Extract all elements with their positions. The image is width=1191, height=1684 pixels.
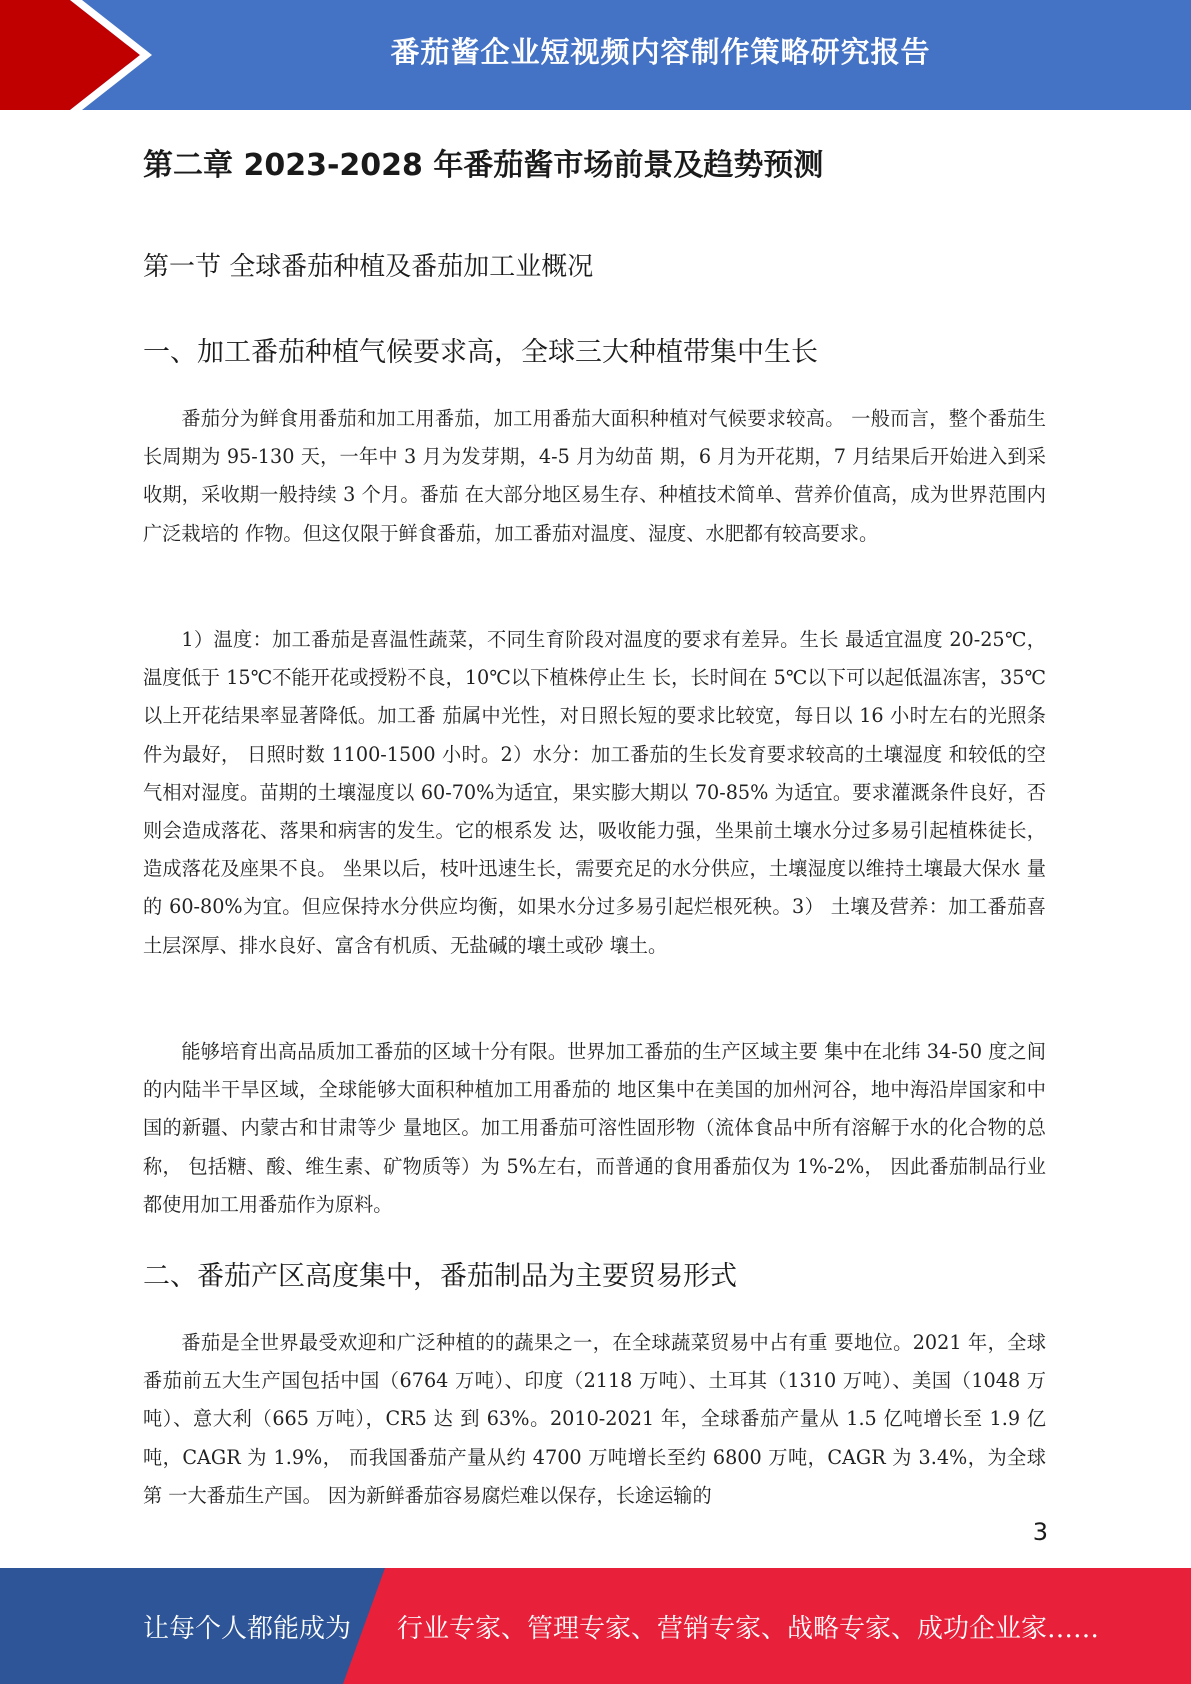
- subsection-title-2: 二、番茄产区高度集中，番茄制品为主要贸易形式: [143, 1261, 737, 1292]
- paragraph: 能够培育出高品质加工番茄的区域十分有限。世界加工番茄的生产区域主要 集中在北纬 34-50 度之间的内陆半干旱区域，全球能够大面积种植加工用番茄的 地区集中在美国的加州河谷，地中海沿岸国家和中国的新疆、内蒙古和甘肃等少 量地区。加工用番茄可溶性固形物（流体食品中所有溶解于水的化合物的总称， 包括糖、酸、维生素、矿物质等）为 5%左右，而普通的食用番茄仅为 1%-2%， 因此番茄制品行业都使用加工用番茄作为原料。: [143, 1040, 1046, 1216]
- section-title: 第一节 全球番茄种植及番茄加工业概况: [143, 252, 594, 282]
- paragraph: 番茄是全世界最受欢迎和广泛种植的的蔬果之一，在全球蔬菜贸易中占有重 要地位。2021 年，全球番茄前五大生产国包括中国（6764 万吨）、印度（2118 万吨）、土耳其（1310 万吨）、美国（1048 万吨）、意大利（665 万吨），CR5 达 到 63%。2010-2021 年，全球番茄产量从 1.5 亿吨增长至 1.9 亿吨，CAGR 为 1.9%， 而我国番茄产量从约 4700 万吨增长至约 6800 万吨，CAGR 为 3.4%，为全球第 一大番茄生产国。 因为新鲜番茄容易腐烂难以保存，长途运输的: [143, 1331, 1046, 1507]
- footer-slogan-left: 让每个人都能成为: [143, 1614, 352, 1644]
- subsection-title-1: 一、加工番茄种植气候要求高，全球三大种植带集中生长: [143, 337, 818, 368]
- header-band: [0, 0, 1191, 110]
- page-number: 3: [1032, 1518, 1048, 1546]
- report-title: 番茄酱企业短视频内容制作策略研究报告: [390, 35, 931, 69]
- header-arrow-decoration: [0, 0, 160, 110]
- footer-band: [0, 1568, 1191, 1684]
- chapter-title: 第二章 2023-2028 年番茄酱市场前景及趋势预测: [143, 148, 824, 183]
- paragraph: 1）温度：加工番茄是喜温性蔬菜，不同生育阶段对温度的要求有差异。生长 最适宜温度 20-25℃，温度低于 15℃不能开花或授粉不良，10℃以下植株停止生 长，长时间在 5℃以下可以起低温冻害，35℃以上开花结果率显著降低。加工番 茄属中光性，对日照长短的要求比较宽，每日以 16 小时左右的光照条件为最好， 日照时数 1100-1500 小时。2）水分：加工番茄的生长发育要求较高的土壤湿度 和较低的空气相对湿度。苗期的土壤湿度以 60-70%为适宜，果实膨大期以 70-85% 为适宜。要求灌溉条件良好，否则会造成落花、落果和病害的发生。它的根系发 达，吸收能力强，坐果前土壤水分过多易引起植株徒长，造成落花及座果不良。 坐果以后，枝叶迅速生长，需要充足的水分供应，土壤湿度以维持土壤最大保水 量的 60-80%为宜。但应保持水分供应均衡，如果水分过多易引起烂根死秧。3） 土壤及营养：加工番茄喜土层深厚、排水良好、富含有机质、无盐碱的壤土或砂 壤土。: [143, 628, 1046, 957]
- footer-slogan-right: 行业专家、管理专家、营销专家、战略专家、成功企业家……: [397, 1614, 1100, 1644]
- paragraph: 番茄分为鲜食用番茄和加工用番茄，加工用番茄大面积种植对气候要求较高。 一般而言，整个番茄生长周期为 95-130 天，一年中 3 月为发芽期，4-5 月为幼苗 期，6 月为开花期，7 月结果后开始进入到采收期，采收期一般持续 3 个月。番茄 在大部分地区易生存、种植技术简单、营养价值高，成为世界范围内广泛栽培的 作物。但这仅限于鲜食番茄，加工番茄对温度、湿度、水肥都有较高要求。: [143, 407, 1046, 545]
